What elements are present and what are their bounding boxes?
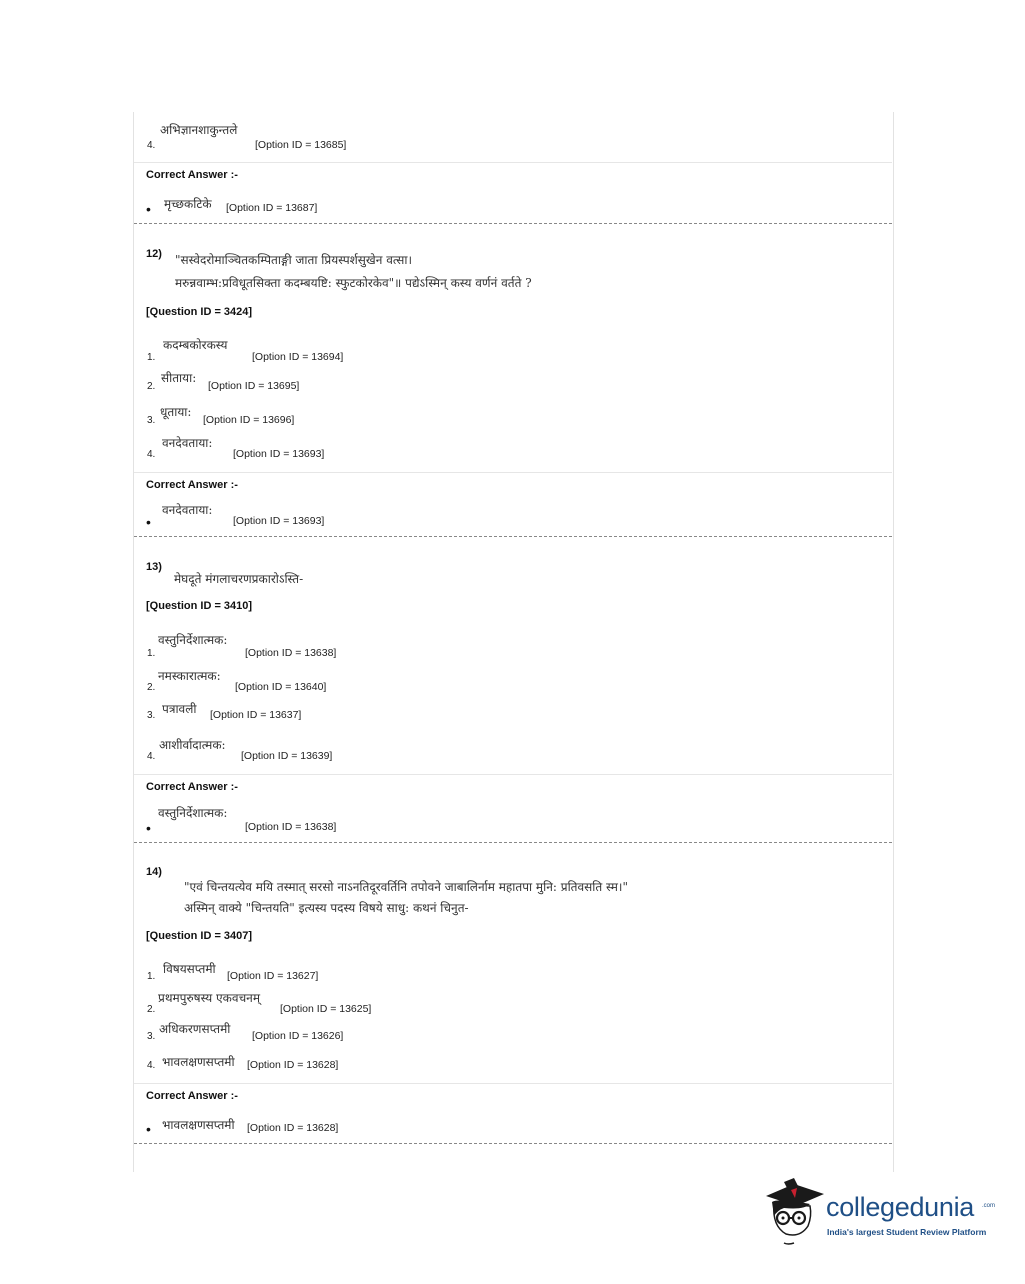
divider (134, 1083, 892, 1084)
correct-answer-label: Correct Answer :- (146, 781, 238, 793)
q13-option-4-number: 4. (147, 751, 156, 762)
q12-answer-text: वनदेवताया: (162, 503, 213, 517)
q11-option-4-number: 4. (147, 140, 156, 151)
q14-text-line-2: अस्मिन् वाक्ये "चिन्तयति" इत्यस्य पदस्य विषये साधु: कथनं चिनुत- (184, 901, 469, 915)
q13-option-3-number: 3. (147, 710, 156, 721)
correct-answer-label: Correct Answer :- (146, 169, 238, 181)
q14-option-3-id: [Option ID = 13626] (252, 1030, 344, 1042)
question-separator (134, 223, 892, 224)
q12-text-line-1: "सस्वेदरोमाञ्चितकम्पिताङ्गी जाता प्रियस्पर्शसुखेन वत्सा। (175, 253, 413, 267)
q12-answer-id: [Option ID = 13693] (233, 515, 325, 527)
q13-option-2-id: [Option ID = 13640] (235, 681, 327, 693)
divider (134, 472, 892, 473)
q13-question-id: [Question ID = 3410] (146, 600, 253, 612)
q13-option-3-id: [Option ID = 13637] (210, 709, 302, 721)
q14-option-1-number: 1. (147, 971, 156, 982)
q14-option-1-text[interactable]: विषयसप्तमी (163, 962, 216, 976)
q13-number: 13) (146, 561, 162, 573)
q14-option-4-id: [Option ID = 13628] (247, 1059, 339, 1071)
collegedunia-tagline: India's largest Student Review Platform (827, 1227, 987, 1237)
q12-option-4-id: [Option ID = 13693] (233, 448, 325, 460)
q12-option-3-number: 3. (147, 415, 156, 426)
q13-option-1-number: 1. (147, 648, 156, 659)
q11-option-4-id: [Option ID = 13685] (255, 139, 347, 151)
q11-answer-id: [Option ID = 13687] (226, 202, 318, 214)
collegedunia-wordmark: collegedunia (826, 1192, 975, 1222)
answer-bullet: • (146, 201, 151, 217)
question-separator (134, 536, 892, 537)
q13-answer-text: वस्तुनिर्देशात्मक: (158, 806, 228, 820)
q13-text-line-1: मेघदूते मंगलाचरणप्रकारोऽस्ति- (174, 572, 304, 586)
divider (134, 774, 892, 775)
page-frame (133, 112, 894, 1172)
q13-answer-id: [Option ID = 13638] (245, 821, 337, 833)
q13-option-2-number: 2. (147, 682, 156, 693)
answer-bullet: • (146, 820, 151, 836)
q13-option-4-text[interactable]: आशीर्वादात्मक: (159, 738, 226, 752)
q14-text-line-1: "एवं चिन्तयत्येव मयि तस्मात् सरसो नाऽनतिदूरवर्तिनि तपोवने जाबालिर्नाम महातपा मुनि: प्रतिवसति स्म।" (184, 880, 628, 894)
q13-option-3-text[interactable]: पत्रावली (162, 702, 197, 716)
q14-option-2-text[interactable]: प्रथमपुरुषस्य एकवचनम् (158, 991, 261, 1005)
q13-option-4-id: [Option ID = 13639] (241, 750, 333, 762)
question-separator (134, 1143, 892, 1144)
question-separator (134, 842, 892, 843)
collegedunia-domain-suffix: .com (982, 1203, 996, 1209)
q14-answer-id: [Option ID = 13628] (247, 1122, 339, 1134)
q12-option-1-number: 1. (147, 352, 156, 363)
q12-option-1-id: [Option ID = 13694] (252, 351, 344, 363)
q14-option-4-text[interactable]: भावलक्षणसप्तमी (162, 1055, 235, 1069)
q12-option-2-id: [Option ID = 13695] (208, 380, 300, 392)
q12-option-3-id: [Option ID = 13696] (203, 414, 295, 426)
q14-answer-text: भावलक्षणसप्तमी (162, 1118, 235, 1132)
q14-number: 14) (146, 866, 162, 878)
q14-option-2-number: 2. (147, 1004, 156, 1015)
q12-text-line-2: मरुन्नवाम्भ:प्रविधूतसिक्ता कदम्बयष्टि: स्फुटकोरकेव"॥ पद्येऽस्मिन् कस्य वर्णनं वर्तते ? (175, 276, 532, 290)
q14-option-4-number: 4. (147, 1060, 156, 1071)
q12-option-4-text[interactable]: वनदेवताया: (162, 436, 213, 450)
q12-number: 12) (146, 248, 162, 260)
q14-option-3-text[interactable]: अधिकरणसप्तमी (159, 1022, 231, 1036)
q14-option-3-number: 3. (147, 1031, 156, 1042)
q14-question-id: [Question ID = 3407] (146, 930, 253, 942)
q12-option-2-text[interactable]: सीताया: (161, 371, 197, 385)
answer-bullet: • (146, 514, 151, 530)
q12-option-2-number: 2. (147, 381, 156, 392)
correct-answer-label: Correct Answer :- (146, 1090, 238, 1102)
q12-option-1-text[interactable]: कदम्बकोरकस्य (163, 338, 228, 352)
collegedunia-mascot-logo (764, 1176, 826, 1248)
correct-answer-label: Correct Answer :- (146, 479, 238, 491)
q12-option-3-text[interactable]: धूताया: (160, 405, 192, 419)
q14-option-1-id: [Option ID = 13627] (227, 970, 319, 982)
q12-question-id: [Question ID = 3424] (146, 306, 253, 318)
answer-bullet: • (146, 1121, 151, 1137)
q12-option-4-number: 4. (147, 449, 156, 460)
q13-option-1-id: [Option ID = 13638] (245, 647, 337, 659)
q11-option-4-text: अभिज्ञानशाकुन्तले (160, 123, 238, 137)
divider (134, 162, 892, 163)
q14-option-2-id: [Option ID = 13625] (280, 1003, 372, 1015)
q13-option-1-text[interactable]: वस्तुनिर्देशात्मक: (158, 633, 228, 647)
q11-answer-text: मृच्छकटिके (164, 197, 212, 211)
q13-option-2-text[interactable]: नमस्कारात्मक: (158, 669, 221, 683)
